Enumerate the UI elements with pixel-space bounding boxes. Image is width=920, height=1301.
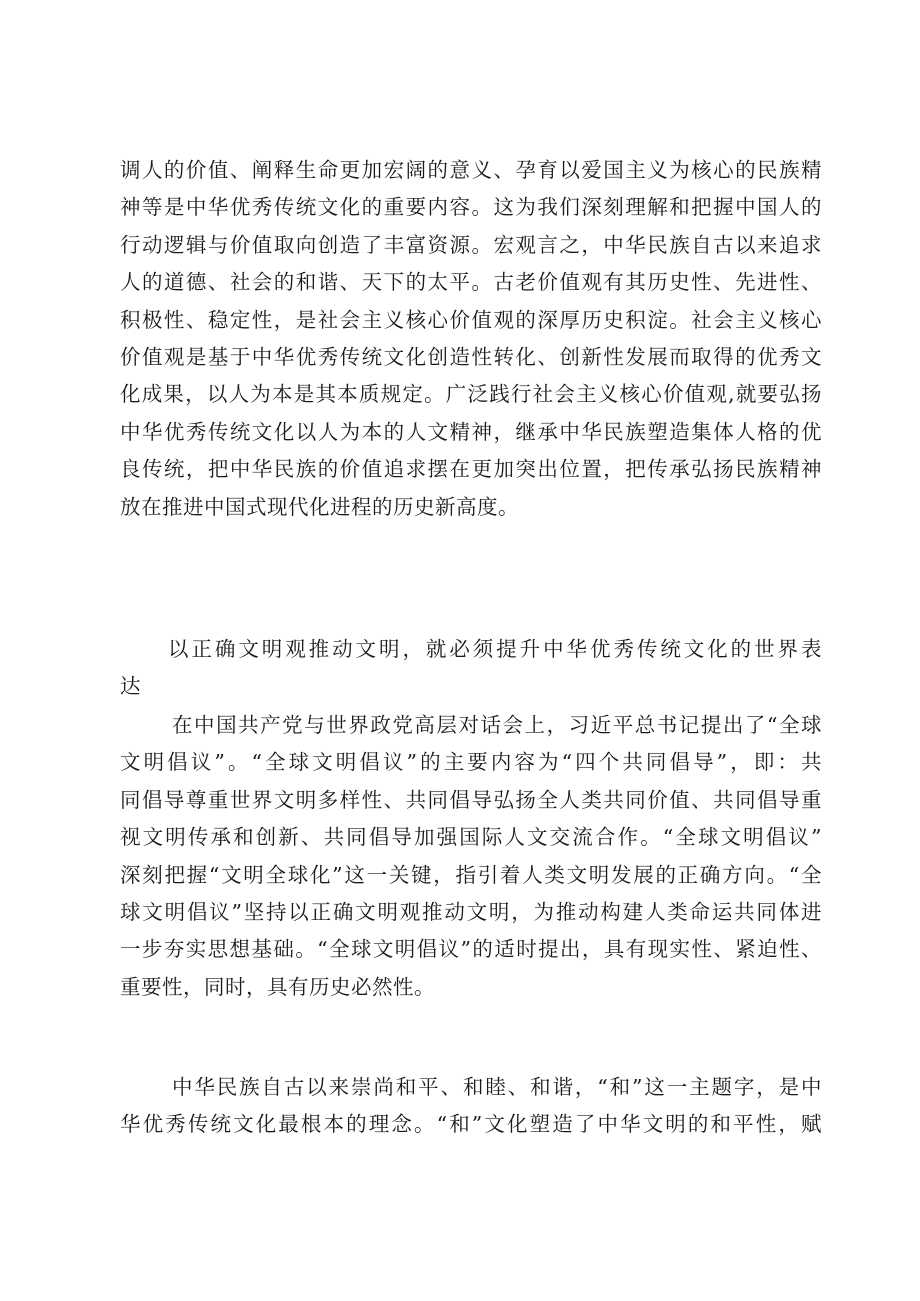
text-line: 中华优秀传统文化以人为本的人文精神，继承中华民族塑造集体人格的优 xyxy=(120,419,822,444)
text-line: 化成果，以人为本是其本质规定。广泛践行社会主义核心价值观,就要弘扬 xyxy=(120,382,822,407)
text-line: 视文明传承和创新、共同倡导加强国际人文交流合作。“全球文明倡议” xyxy=(120,825,822,850)
text-line: 在中国共产党与世界政党高层对话会上，习近平总书记提出了“全球 xyxy=(172,713,822,737)
text-line: 调人的价值、阐释生命更加宏阔的意义、孕育以爱国主义为核心的民族精 xyxy=(120,158,822,182)
text-line: 良传统，把中华民族的价值追求摆在更加突出位置，把传承弘扬民族精神 xyxy=(120,457,822,482)
paragraph-continuation xyxy=(120,152,822,526)
heading-line: 达 xyxy=(120,674,141,699)
paragraph-harmony xyxy=(120,1069,822,1144)
text-line: 价值观是基于中华优秀传统文化创造性转化、创新性发展而取得的优秀文 xyxy=(120,344,822,369)
text-line: 放在推进中国式现代化进程的历史新高度。 xyxy=(120,494,519,519)
text-line: 一步夯实思想基础。“全球文明倡议”的适时提出，具有现实性、紧迫性、 xyxy=(120,937,822,962)
heading-line: 以正确文明观推动文明，就必须提升中华优秀传统文化的世界表 xyxy=(168,637,822,661)
text-line: 华优秀传统文化最根本的理念。“和”文化塑造了中华文明的和平性，赋 xyxy=(120,1112,822,1137)
text-line: 球文明倡议”坚持以正确文明观推动文明，为推动构建人类命运共同体进 xyxy=(120,899,822,924)
text-line: 深刻把握“文明全球化”这一关键，指引着人类文明发展的正确方向。“全 xyxy=(120,862,822,887)
text-line: 文明倡议”。“全球文明倡议”的主要内容为“四个共同倡导”，即：共 xyxy=(120,750,822,775)
section-heading xyxy=(120,631,822,706)
text-line: 神等是中华优秀传统文化的重要内容。这为我们深刻理解和把握中国人的 xyxy=(120,195,822,220)
text-line: 人的道德、社会的和谐、天下的太平。古老价值观有其历史性、先进性、 xyxy=(120,270,822,295)
paragraph-initiative xyxy=(120,707,822,1006)
text-line: 同倡导尊重世界文明多样性、共同倡导弘扬全人类共同价值、共同倡导重 xyxy=(120,787,822,812)
text-line: 重要性，同时，具有历史必然性。 xyxy=(120,974,435,999)
text-line: 积极性、稳定性，是社会主义核心价值观的深厚历史积淀。社会主义核心 xyxy=(120,307,822,332)
text-line: 行动逻辑与价值取向创造了丰富资源。宏观言之，中华民族自古以来追求 xyxy=(120,232,822,257)
text-line: 中华民族自古以来崇尚和平、和睦、和谐，“和”这一主题字，是中 xyxy=(172,1075,822,1099)
